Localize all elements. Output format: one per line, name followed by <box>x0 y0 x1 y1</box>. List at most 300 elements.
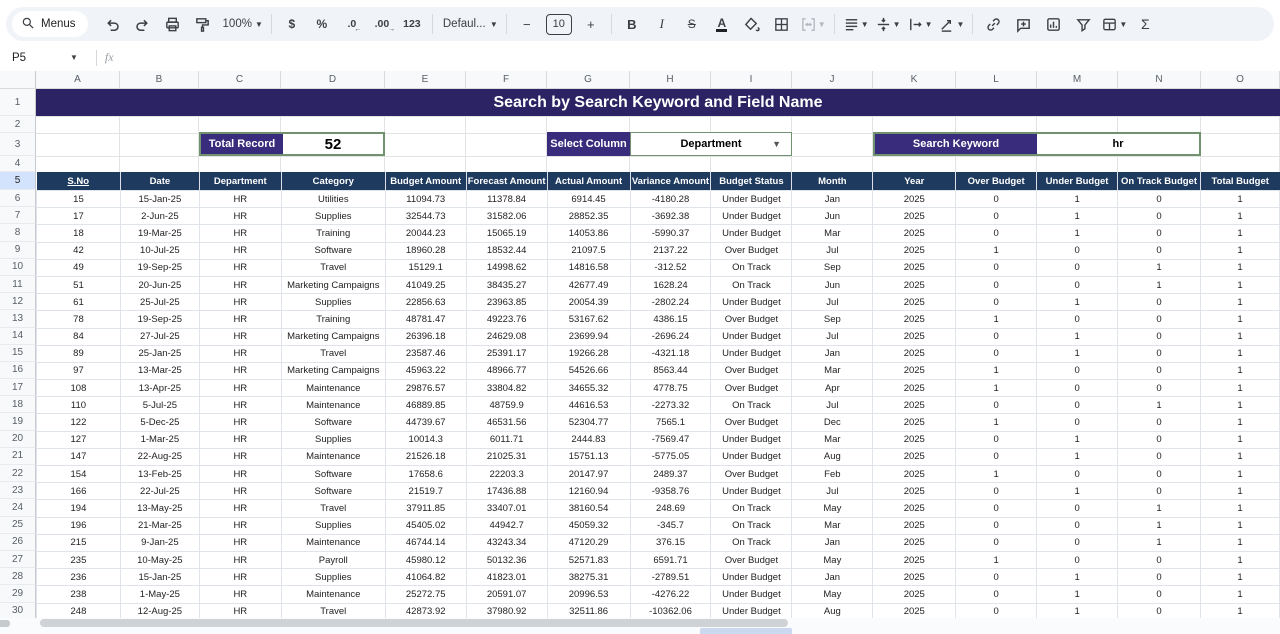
cell[interactable]: 18 <box>37 225 121 242</box>
cell[interactable]: 97 <box>37 362 121 379</box>
cell[interactable]: 29876.57 <box>385 380 466 397</box>
cell[interactable]: 0 <box>1118 362 1201 379</box>
cell[interactable]: 0 <box>956 191 1037 208</box>
cell[interactable]: 11094.73 <box>385 191 466 208</box>
cell[interactable]: 235 <box>37 551 121 568</box>
cell[interactable]: On Track <box>711 534 792 551</box>
row-header-6[interactable]: 6 <box>0 190 36 207</box>
cell[interactable]: 6011.71 <box>466 431 547 448</box>
cell[interactable]: 17 <box>37 208 121 225</box>
cell[interactable]: 2025 <box>873 466 956 483</box>
cell[interactable]: 0 <box>1037 517 1118 534</box>
cell[interactable]: Maintenance <box>281 380 385 397</box>
cell[interactable]: 41049.25 <box>385 276 466 293</box>
cell[interactable]: 44616.53 <box>547 397 630 414</box>
merge-cells-button[interactable] <box>797 11 829 37</box>
cell[interactable]: 248 <box>37 603 121 620</box>
cell[interactable]: 0 <box>956 448 1037 465</box>
search-keyword-input[interactable]: hr <box>1112 138 1124 150</box>
cell[interactable]: 1 <box>956 414 1037 431</box>
cell[interactable]: HR <box>199 242 281 259</box>
cell[interactable]: 0 <box>956 225 1037 242</box>
cell[interactable]: 1 <box>1200 431 1279 448</box>
row-header-24[interactable]: 24 <box>0 499 36 516</box>
cell[interactable]: 1 <box>1037 586 1118 603</box>
cell[interactable]: 1 <box>1200 242 1279 259</box>
cell[interactable]: 122 <box>37 414 121 431</box>
cell[interactable]: 2-Jun-25 <box>120 208 199 225</box>
cell[interactable]: 0 <box>956 208 1037 225</box>
cell[interactable]: Marketing Campaigns <box>281 276 385 293</box>
cell[interactable]: 0 <box>1118 225 1201 242</box>
cell[interactable]: 147 <box>37 448 121 465</box>
cell[interactable]: 0 <box>1037 276 1118 293</box>
cell[interactable]: 44739.67 <box>385 414 466 431</box>
insert-comment-button[interactable] <box>1008 11 1038 37</box>
row-header-17[interactable]: 17 <box>0 379 36 396</box>
table-header-cell[interactable]: Category <box>281 172 385 191</box>
cell[interactable]: HR <box>199 483 281 500</box>
row-header-13[interactable]: 13 <box>0 310 36 327</box>
cell[interactable]: HR <box>199 431 281 448</box>
row-header-19[interactable]: 19 <box>0 413 36 430</box>
cell[interactable]: HR <box>199 380 281 397</box>
cell[interactable]: 41064.82 <box>385 569 466 586</box>
table-header-cell[interactable]: Month <box>792 172 873 191</box>
cell[interactable]: 5-Dec-25 <box>120 414 199 431</box>
cell[interactable]: 2025 <box>873 345 956 362</box>
horizontal-scrollbar[interactable] <box>40 619 788 627</box>
cell[interactable]: 22856.63 <box>385 294 466 311</box>
cell[interactable]: Under Budget <box>711 483 792 500</box>
cell[interactable]: 1 <box>1118 500 1201 517</box>
insert-chart-button[interactable] <box>1038 11 1068 37</box>
table-header-cell[interactable]: Forecast Amount <box>466 172 547 191</box>
cell[interactable]: 24629.08 <box>466 328 547 345</box>
cell[interactable]: 2025 <box>873 276 956 293</box>
cell[interactable]: 49 <box>37 259 121 276</box>
cell[interactable]: 1 <box>956 311 1037 328</box>
cell[interactable]: 10-May-25 <box>120 551 199 568</box>
table-header-cell[interactable]: Budget Amount <box>385 172 466 191</box>
functions-button[interactable]: Σ <box>1141 16 1150 32</box>
cell[interactable]: 19-Mar-25 <box>120 225 199 242</box>
cell[interactable]: 1 <box>1118 276 1201 293</box>
cell[interactable]: -5990.37 <box>630 225 711 242</box>
cell[interactable]: 1 <box>956 242 1037 259</box>
cell[interactable]: HR <box>199 225 281 242</box>
cell[interactable]: Over Budget <box>711 242 792 259</box>
cell[interactable]: 0 <box>1037 500 1118 517</box>
cell[interactable]: Payroll <box>281 551 385 568</box>
cell[interactable]: Feb <box>792 466 873 483</box>
row-header-12[interactable]: 12 <box>0 293 36 310</box>
cell[interactable]: 0 <box>956 397 1037 414</box>
cell[interactable]: 0 <box>956 345 1037 362</box>
cell[interactable]: 1 <box>1200 225 1279 242</box>
cell[interactable]: 0 <box>956 586 1037 603</box>
bold-button[interactable]: B <box>627 16 637 32</box>
table-header-cell[interactable]: Over Budget <box>956 172 1037 191</box>
cell[interactable]: 13-Feb-25 <box>120 466 199 483</box>
cell[interactable]: 0 <box>1037 397 1118 414</box>
text-color-button[interactable]: A <box>717 15 727 30</box>
table-header-cell[interactable]: Actual Amount <box>547 172 630 191</box>
cell[interactable]: 0 <box>956 328 1037 345</box>
cell[interactable]: 46531.56 <box>466 414 547 431</box>
cell[interactable]: 1 <box>1200 517 1279 534</box>
cell[interactable]: 20147.97 <box>547 466 630 483</box>
cell[interactable]: Supplies <box>281 517 385 534</box>
cell[interactable]: Under Budget <box>711 569 792 586</box>
cell[interactable]: 1 <box>1037 345 1118 362</box>
cell[interactable]: 61 <box>37 294 121 311</box>
cell[interactable]: 166 <box>37 483 121 500</box>
cell[interactable]: HR <box>199 362 281 379</box>
italic-button[interactable]: I <box>659 16 664 31</box>
cell[interactable]: Jan <box>792 191 873 208</box>
cell[interactable]: 1 <box>1200 500 1279 517</box>
decrease-font-size-button[interactable]: − <box>523 16 531 32</box>
cell[interactable]: 0 <box>1037 534 1118 551</box>
cell[interactable]: 12160.94 <box>547 483 630 500</box>
cell[interactable]: 19266.28 <box>547 345 630 362</box>
cell[interactable]: 0 <box>1118 603 1201 620</box>
cell[interactable]: -2273.32 <box>630 397 711 414</box>
cell[interactable]: HR <box>199 294 281 311</box>
cell[interactable]: Over Budget <box>711 414 792 431</box>
cell[interactable]: 15-Jan-25 <box>120 191 199 208</box>
column-header-N[interactable]: N <box>1118 71 1201 89</box>
cell[interactable]: 1 <box>1200 448 1279 465</box>
cell[interactable]: 46744.14 <box>385 534 466 551</box>
horizontal-align-button[interactable] <box>840 11 872 37</box>
cell[interactable]: 1 <box>1200 397 1279 414</box>
cell[interactable]: 0 <box>1037 362 1118 379</box>
borders-button[interactable] <box>767 11 797 37</box>
cell[interactable]: 42873.92 <box>385 603 466 620</box>
cell[interactable]: 0 <box>956 259 1037 276</box>
cell[interactable]: -9358.76 <box>630 483 711 500</box>
cell[interactable]: Under Budget <box>711 225 792 242</box>
text-rotation-button[interactable] <box>935 11 967 37</box>
cell[interactable]: 14816.58 <box>547 259 630 276</box>
cell[interactable]: Jun <box>792 276 873 293</box>
text-wrap-button[interactable] <box>904 11 936 37</box>
increase-decimal-button[interactable]: .00 → <box>367 11 397 37</box>
cell[interactable]: 38275.31 <box>547 569 630 586</box>
cell[interactable]: 236 <box>37 569 121 586</box>
cell[interactable]: 1 <box>1037 603 1118 620</box>
row-header-4[interactable]: 4 <box>0 156 36 172</box>
cell[interactable]: 15751.13 <box>547 448 630 465</box>
cell[interactable]: 13-May-25 <box>120 500 199 517</box>
cell[interactable]: 49223.76 <box>466 311 547 328</box>
cell[interactable]: 2025 <box>873 500 956 517</box>
cell[interactable]: 2025 <box>873 259 956 276</box>
cell[interactable]: 1 <box>1037 448 1118 465</box>
cell[interactable]: 2025 <box>873 362 956 379</box>
cell[interactable]: -4276.22 <box>630 586 711 603</box>
row-header-5[interactable]: 5 <box>0 172 36 190</box>
font-size-input[interactable]: 10 <box>546 14 572 35</box>
cell[interactable]: HR <box>199 569 281 586</box>
cell[interactable]: 0 <box>956 517 1037 534</box>
name-box[interactable]: P5 <box>12 51 27 64</box>
cell[interactable]: HR <box>199 259 281 276</box>
cell[interactable]: Jun <box>792 208 873 225</box>
cell[interactable]: 20996.53 <box>547 586 630 603</box>
cell[interactable]: 0 <box>1118 431 1201 448</box>
cell[interactable]: 13-Mar-25 <box>120 362 199 379</box>
cell[interactable]: 1-May-25 <box>120 586 199 603</box>
cell[interactable]: 1 <box>1037 294 1118 311</box>
cell[interactable]: 196 <box>37 517 121 534</box>
cell[interactable]: 48966.77 <box>466 362 547 379</box>
cell[interactable]: 127 <box>37 431 121 448</box>
undo-button[interactable] <box>98 11 128 37</box>
cell[interactable]: 2025 <box>873 534 956 551</box>
cell[interactable]: -7569.47 <box>630 431 711 448</box>
cell[interactable]: Apr <box>792 380 873 397</box>
cell[interactable]: 0 <box>1037 466 1118 483</box>
cell[interactable]: 0 <box>956 500 1037 517</box>
row-header-29[interactable]: 29 <box>0 585 36 602</box>
cell[interactable]: 1 <box>1200 586 1279 603</box>
table-header-cell[interactable]: S.No <box>37 172 121 191</box>
cell[interactable]: 0 <box>1037 380 1118 397</box>
cell[interactable]: 20591.07 <box>466 586 547 603</box>
cell[interactable]: 10014.3 <box>385 431 466 448</box>
cell[interactable]: 17436.88 <box>466 483 547 500</box>
cell[interactable]: 22-Jul-25 <box>120 483 199 500</box>
cell[interactable]: 43243.34 <box>466 534 547 551</box>
cell[interactable]: 9-Jan-25 <box>120 534 199 551</box>
row-header-30[interactable]: 30 <box>0 603 36 620</box>
cell[interactable]: 23963.85 <box>466 294 547 311</box>
cell[interactable]: HR <box>199 276 281 293</box>
cell[interactable]: 0 <box>1118 569 1201 586</box>
vertical-align-button[interactable] <box>872 11 904 37</box>
cell[interactable]: 21-Mar-25 <box>120 517 199 534</box>
cell[interactable]: 53167.62 <box>547 311 630 328</box>
cell[interactable]: 1 <box>1200 466 1279 483</box>
cell[interactable]: 78 <box>37 311 121 328</box>
cell[interactable]: Under Budget <box>711 345 792 362</box>
cell[interactable]: 21097.5 <box>547 242 630 259</box>
cell[interactable]: 1 <box>1037 328 1118 345</box>
cell[interactable]: 0 <box>1118 466 1201 483</box>
row-header-18[interactable]: 18 <box>0 396 36 413</box>
cell[interactable]: On Track <box>711 397 792 414</box>
row-header-7[interactable]: 7 <box>0 207 36 224</box>
cell[interactable]: 6591.71 <box>630 551 711 568</box>
cell[interactable]: -10362.06 <box>630 603 711 620</box>
cell[interactable]: Maintenance <box>281 586 385 603</box>
cell[interactable]: 21025.31 <box>466 448 547 465</box>
menus-button[interactable] <box>12 11 88 37</box>
cell[interactable]: 1 <box>1200 328 1279 345</box>
cell[interactable]: Jan <box>792 569 873 586</box>
cell[interactable]: 14998.62 <box>466 259 547 276</box>
cell[interactable]: 12-Aug-25 <box>120 603 199 620</box>
column-header-F[interactable]: F <box>466 71 547 89</box>
cell[interactable]: Software <box>281 242 385 259</box>
cell[interactable]: 48781.47 <box>385 311 466 328</box>
percent-format-button[interactable]: % <box>316 17 328 31</box>
cell[interactable]: Over Budget <box>711 311 792 328</box>
cell[interactable]: 2025 <box>873 517 956 534</box>
cell[interactable]: 1 <box>1200 208 1279 225</box>
cell[interactable]: Supplies <box>281 294 385 311</box>
cell[interactable]: 41823.01 <box>466 569 547 586</box>
cell[interactable]: 154 <box>37 466 121 483</box>
cell[interactable]: On Track <box>711 500 792 517</box>
cell[interactable]: 15065.19 <box>466 225 547 242</box>
cell[interactable]: 52571.83 <box>547 551 630 568</box>
row-header-2[interactable]: 2 <box>0 116 36 133</box>
column-header-H[interactable]: H <box>630 71 711 89</box>
cell[interactable]: 2025 <box>873 294 956 311</box>
cell[interactable]: Under Budget <box>711 603 792 620</box>
column-header-D[interactable]: D <box>281 71 385 89</box>
cell[interactable]: -2696.24 <box>630 328 711 345</box>
cell[interactable]: 18532.44 <box>466 242 547 259</box>
cell[interactable]: 10-Jul-25 <box>120 242 199 259</box>
cell[interactable]: On Track <box>711 276 792 293</box>
cell[interactable]: Training <box>281 311 385 328</box>
row-header-10[interactable]: 10 <box>0 259 36 276</box>
cell[interactable]: 38435.27 <box>466 276 547 293</box>
cell[interactable]: 1 <box>1200 603 1279 620</box>
cell[interactable]: 25272.75 <box>385 586 466 603</box>
cell[interactable]: Jul <box>792 328 873 345</box>
cell[interactable]: HR <box>199 586 281 603</box>
cell[interactable]: Under Budget <box>711 448 792 465</box>
cell[interactable]: -2789.51 <box>630 569 711 586</box>
cell[interactable]: 0 <box>956 603 1037 620</box>
cell[interactable]: 1 <box>1200 191 1279 208</box>
cell[interactable]: 1 <box>956 551 1037 568</box>
cell[interactable]: On Track <box>711 259 792 276</box>
cell[interactable]: 0 <box>1118 551 1201 568</box>
cell[interactable]: Under Budget <box>711 586 792 603</box>
cell[interactable]: 28852.35 <box>547 208 630 225</box>
cell[interactable]: 37980.92 <box>466 603 547 620</box>
cell[interactable]: 0 <box>1118 345 1201 362</box>
cell[interactable]: Jan <box>792 345 873 362</box>
cell[interactable]: 33804.82 <box>466 380 547 397</box>
cell[interactable]: 0 <box>1118 483 1201 500</box>
cell[interactable]: Maintenance <box>281 534 385 551</box>
cell[interactable]: Under Budget <box>711 208 792 225</box>
cell[interactable]: Jul <box>792 397 873 414</box>
cell[interactable]: Mar <box>792 517 873 534</box>
select-column-dropdown[interactable] <box>630 132 792 156</box>
cell[interactable]: 0 <box>956 294 1037 311</box>
currency-format-button[interactable]: $ <box>288 17 296 31</box>
cell[interactable]: 17658.6 <box>385 466 466 483</box>
cell[interactable]: 0 <box>956 276 1037 293</box>
column-header-B[interactable]: B <box>120 71 199 89</box>
cell[interactable]: Under Budget <box>711 294 792 311</box>
cell[interactable]: 84 <box>37 328 121 345</box>
cell[interactable]: Mar <box>792 431 873 448</box>
cell[interactable]: 7565.1 <box>630 414 711 431</box>
cell[interactable]: 51 <box>37 276 121 293</box>
cell[interactable]: 21519.7 <box>385 483 466 500</box>
cell[interactable]: 0 <box>1037 414 1118 431</box>
cell[interactable]: 45405.02 <box>385 517 466 534</box>
row-header-27[interactable]: 27 <box>0 551 36 568</box>
column-header-K[interactable]: K <box>873 71 956 89</box>
row-header-8[interactable]: 8 <box>0 224 36 241</box>
formula-input[interactable] <box>114 44 1280 71</box>
cell[interactable]: 2025 <box>873 414 956 431</box>
cell[interactable]: HR <box>199 517 281 534</box>
cell[interactable]: Under Budget <box>711 431 792 448</box>
cell[interactable]: Under Budget <box>711 328 792 345</box>
cell[interactable]: 1 <box>956 466 1037 483</box>
row-header-11[interactable]: 11 <box>0 276 36 293</box>
cell[interactable]: 37911.85 <box>385 500 466 517</box>
cell[interactable]: 1 <box>1118 259 1201 276</box>
chevron-down-icon[interactable]: ▼ <box>70 53 78 62</box>
cell[interactable]: 215 <box>37 534 121 551</box>
cell[interactable]: 22-Aug-25 <box>120 448 199 465</box>
cell[interactable]: 6914.45 <box>547 191 630 208</box>
cell[interactable]: Aug <box>792 448 873 465</box>
cell[interactable]: 194 <box>37 500 121 517</box>
cell[interactable]: 2025 <box>873 311 956 328</box>
cell[interactable]: Under Budget <box>711 191 792 208</box>
cell[interactable]: HR <box>199 603 281 620</box>
row-header-1[interactable]: 1 <box>0 89 36 116</box>
table-header-cell[interactable]: Total Budget <box>1200 172 1279 191</box>
cell[interactable]: Maintenance <box>281 448 385 465</box>
cell[interactable]: 54526.66 <box>547 362 630 379</box>
cell[interactable]: 2025 <box>873 569 956 586</box>
more-formats-button[interactable]: 123 <box>403 18 421 30</box>
cell[interactable]: 1 <box>1037 208 1118 225</box>
print-button[interactable] <box>158 11 188 37</box>
cell[interactable]: 19-Sep-25 <box>120 259 199 276</box>
cell[interactable]: -312.52 <box>630 259 711 276</box>
cell[interactable]: 1 <box>1200 294 1279 311</box>
cell[interactable]: 45980.12 <box>385 551 466 568</box>
cell[interactable]: 1 <box>1200 414 1279 431</box>
cell[interactable]: Over Budget <box>711 466 792 483</box>
cell[interactable]: 15 <box>37 191 121 208</box>
cell[interactable]: May <box>792 586 873 603</box>
cell[interactable]: 2025 <box>873 586 956 603</box>
cell[interactable]: 32511.86 <box>547 603 630 620</box>
cell[interactable]: 2025 <box>873 603 956 620</box>
table-header-cell[interactable]: On Track Budget <box>1118 172 1201 191</box>
cell[interactable]: 13-Apr-25 <box>120 380 199 397</box>
column-header-J[interactable]: J <box>792 71 873 89</box>
column-header-E[interactable]: E <box>385 71 466 89</box>
cell[interactable]: Sep <box>792 311 873 328</box>
cell[interactable]: 42 <box>37 242 121 259</box>
cell[interactable]: Travel <box>281 259 385 276</box>
cell[interactable]: Mar <box>792 225 873 242</box>
cell[interactable]: 8563.44 <box>630 362 711 379</box>
cell[interactable]: 0 <box>1037 311 1118 328</box>
cell[interactable]: 34655.32 <box>547 380 630 397</box>
cell[interactable]: Jan <box>792 534 873 551</box>
row-header-21[interactable]: 21 <box>0 448 36 465</box>
